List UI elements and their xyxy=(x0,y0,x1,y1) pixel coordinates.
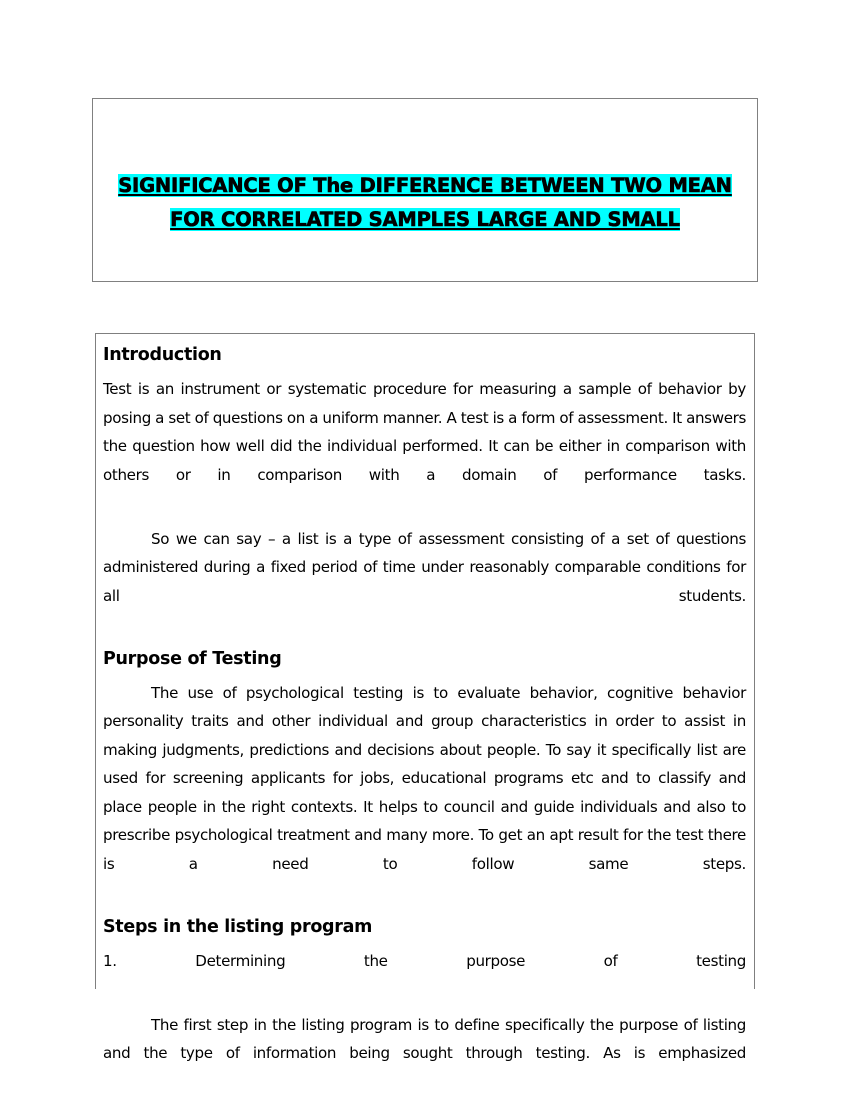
list-item-step-1: 1. Determining the purpose of testing xyxy=(103,951,746,970)
paragraph-introduction-2: So we can say – a list is a type of assessment consisting of a set of questions administered during a fixed period of time under reasonably comparable conditions for all students. xyxy=(103,529,746,605)
heading-purpose-of-testing: Purpose of Testing xyxy=(103,648,282,669)
heading-steps-in-the-listing-program: Steps in the listing program xyxy=(103,916,373,937)
title-box xyxy=(92,98,758,282)
title-text-block xyxy=(93,171,757,234)
document-title-line-1: SIGNIFICANCE OF The DIFFERENCE BETWEEN TWO MEAN xyxy=(118,174,732,197)
document-title-line-2: FOR CORRELATED SAMPLES LARGE AND SMALL xyxy=(170,208,680,231)
title-line-2-wrap xyxy=(101,205,749,234)
title-line-1-wrap xyxy=(101,171,749,200)
paragraph-introduction-1: Test is an instrument or systematic procedure for measuring a sample of behavior by posing a set of questions on a uniform manner. A test is a form of assessment. It answers the question how well did the individual performed. It can be either in comparison with others or in comparison with a domain of performance tasks. xyxy=(103,380,746,484)
paragraph-purpose-of-testing: The use of psychological testing is to evaluate behavior, cognitive behavior personality traits and other individual and group characteristics in order to assist in making judgments, predictions and decisions about people. To say it specifically list are used for screening applicants for jobs, educational programs etc and to classify and place people in the right contexts. It helps to council and guide individuals and also to prescribe psychological treatment and many more. To get an apt result for the test there is a need to follow same steps. xyxy=(103,683,746,873)
content-inner xyxy=(96,334,754,1096)
content-box xyxy=(95,333,755,1062)
heading-introduction: Introduction xyxy=(103,345,222,365)
paragraph-step-1-detail: The first step in the listing program is to define specifically the purpose of listing and the type of information being sought through testing. As is emphasized xyxy=(103,1015,746,1062)
